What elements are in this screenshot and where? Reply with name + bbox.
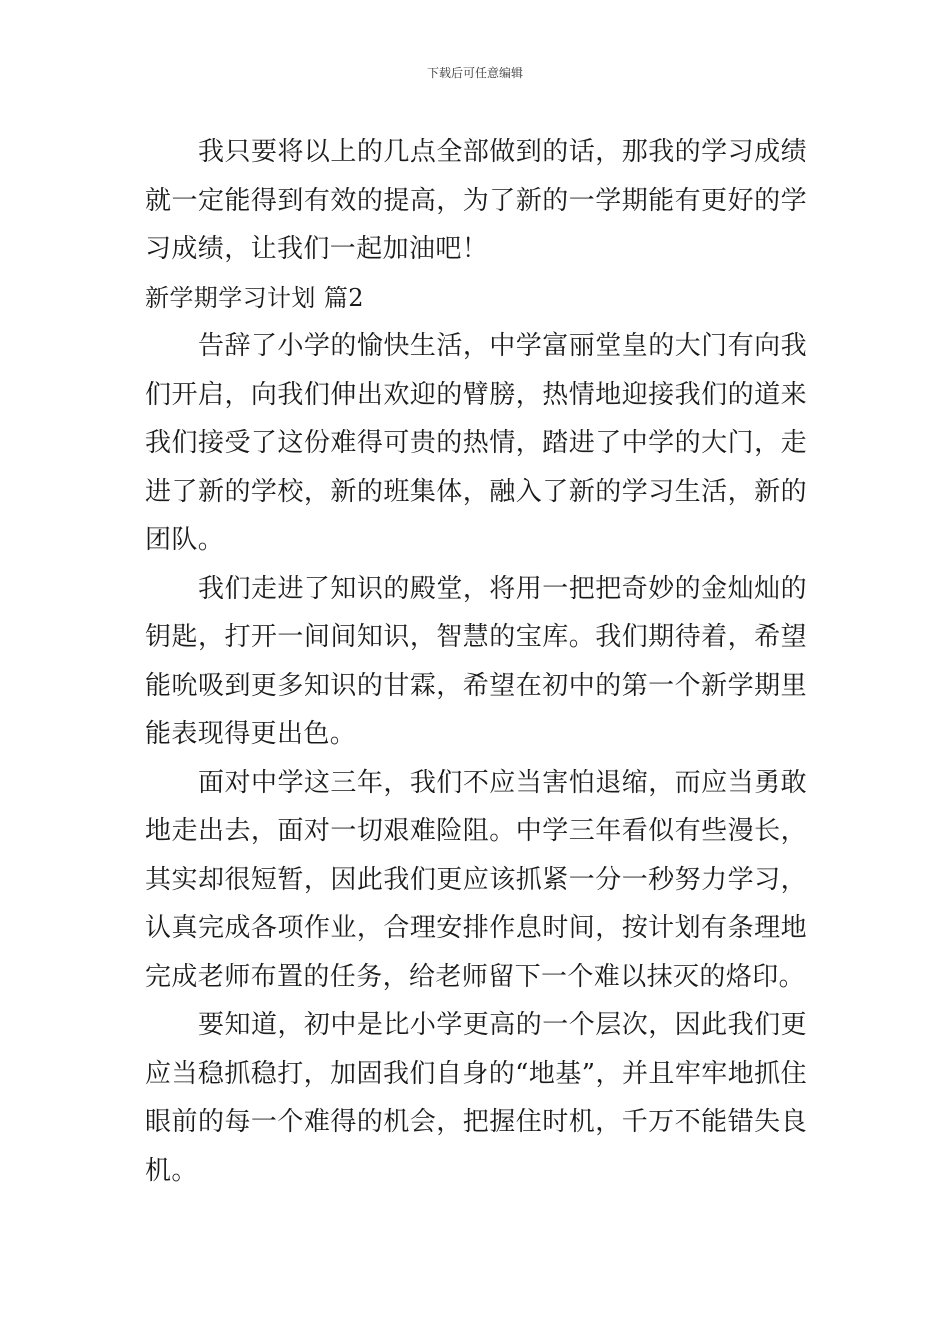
document-body (145, 128, 807, 1195)
paragraph-foundation: 要知道，初中是比小学更高的一个层次，因此我们更应当稳抓稳打，加固我们自身的“地基”，并且牢牢地抓住眼前的每一个难得的机会，把握住时机，千万不能错失良机。 (145, 1010, 807, 1186)
section-heading: 新学期学习计划 篇2 (145, 283, 364, 312)
paragraph-intro: 告辞了小学的愉快生活，中学富丽堂皇的大门有向我们开启，向我们伸出欢迎的臂膀，热情地迎接我们的道来我们接受了这份难得可贵的热情，踏进了中学的大门，走进了新的学校，新的班集体，融入了新的学习生活，新的团队。 (145, 331, 807, 555)
paragraph-three-years: 面对中学这三年，我们不应当害怕退缩，而应当勇敢地走出去，面对一切艰难险阻。中学三年看似有些漫长，其实却很短暂，因此我们更应该抓紧一分一秒努力学习，认真完成各项作业，合理安排作息时间，按计划有条理地完成老师布置的任务，给老师留下一个难以抹灭的烙印。 (145, 767, 807, 992)
page-header-note: 下载后可任意编辑 (426, 66, 523, 80)
paragraph-knowledge: 我们走进了知识的殿堂，将用一把把奇妙的金灿灿的钥匙，打开一间间知识，智慧的宝库。我们期待着，希望能吮吸到更多知识的甘霖，希望在初中的第一个新学期里能表现得更出色。 (145, 573, 807, 749)
paragraph-conclusion: 我只要将以上的几点全部做到的话，那我的学习成绩就一定能得到有效的提高，为了新的一学期能有更好的学习成绩，让我们一起加油吧！ (145, 137, 807, 264)
